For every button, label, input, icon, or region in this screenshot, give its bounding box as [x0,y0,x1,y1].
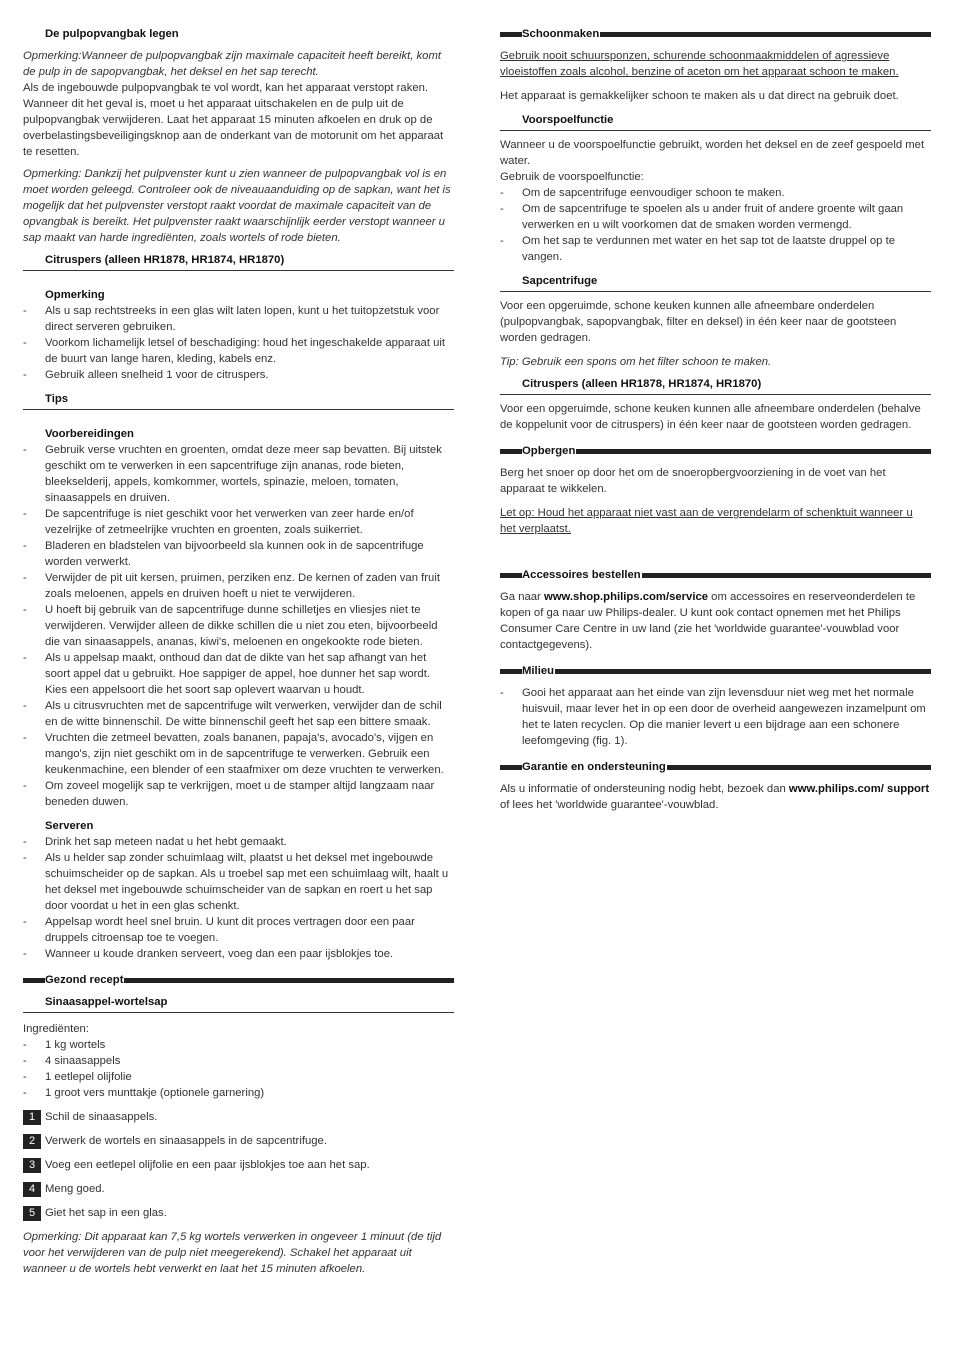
pulp-text: Als de ingebouwde pulpopvangbak te vol wordt, kan het apparaat verstopt raken. Wanneer dit het geval is, moet u het apparaat uitschakelen en de pulp uit de pulpopvangbak verwijderen. Laat het apparaat 15 minuten afkoelen en druk op de overbelastingsbeveiligingsknop aan de onderkant van de motorunit om het apparaat te resetten. [23,82,444,158]
opbergen-heading-bar [500,443,931,459]
sapcentrifuge-text: Voor een opgeruimde, schone keuken kunnen alle afneembare onderdelen (pulpopvangbak, sapopvangbak, filter en deksel) in één keer naar de gootsteen worden gedragen. [500,300,897,344]
accessoires-heading-bar [500,567,931,583]
ingredienten-list [23,1037,454,1101]
step-text: Schil de sinaasappels. [45,1111,158,1123]
heading-rule [124,978,454,983]
milieu-heading: Milieu [522,665,555,677]
list-item: - 1 eetlepel olijfolie [23,1069,454,1085]
list-item: - 4 sinaasappels [23,1053,454,1069]
step-number: 5 [23,1206,41,1221]
heading-rule [576,449,931,454]
heading-rule [642,573,931,578]
citrus-heading: Citruspers (alleen HR1878, HR1874, HR1870) [23,252,454,271]
recept-subheading: Sinaasappel-wortelsap [23,994,454,1013]
right-column [500,26,931,813]
garantie-pre: Als u informatie of ondersteuning nodig hebt, bezoek dan [500,783,789,795]
voorspoel-text-2: Gebruik de voorspoelfunctie: [500,171,644,183]
serveren-heading: Serveren [45,820,94,832]
list-item: - Bladeren en bladstelen van bijvoorbeeld sla kunnen ook in de sapcentrifuge worden verwerkt. [23,538,454,570]
garantie-heading-bar [500,759,931,775]
pulp-heading: De pulpopvangbak legen [45,28,179,40]
heading-rule [667,765,931,770]
list-item: - U hoeft bij gebruik van de sapcentrifuge dunne schilletjes en vliesjes niet te verwijderen. Verwijder alleen de dikke schillen die u niet zou eten, bijvoorbeeld die van sinaasappels, ananas, kiwi's, meloenen en ongekookte rode bieten. [23,602,454,650]
list-item: - Vruchten die zetmeel bevatten, zoals bananen, papaja's, avocado's, vijgen en mango's, zijn niet geschikt om in de sapcentrifuge te verwerken. Gebruik een keukenmachine, een blender of een staafmixer om deze vruchten te verwerken. [23,730,454,778]
voorspoel-text-1: Wanneer u de voorspoelfunctie gebruikt, worden het deksel en de zeef gespoeld met water. [500,139,925,167]
voorspoel-list [500,185,931,265]
list-item: - Om de sapcentrifuge te spoelen als u ander fruit of andere groente wilt gaan verwerken en u wilt voorkomen dat de smaken worden vermengd. [500,201,931,233]
list-item: - Verwijder de pit uit kersen, pruimen, perziken enz. De kernen of zaden van fruit zoals meloenen, appels en druiven hoeft u niet te verwijderen. [23,570,454,602]
opbergen-text: Berg het snoer op door het om de snoeropbergvoorziening in de voet van het apparaat te wikkelen. [500,467,886,495]
recept-note: Opmerking: Dit apparaat kan 7,5 kg wortels verwerken in ongeveer 1 minuut (de tijd voor het verwijderen van de pulp niet meegerekend). Schakel het apparaat uit wanneer u de wortels hebt verwerkt en laat het 15 minuten afkoelen. [23,1231,442,1275]
serveren-list [23,834,454,962]
accessoires-text [500,589,931,653]
opbergen-heading: Opbergen [522,445,576,457]
sapcentrifuge-heading: Sapcentrifuge [500,273,931,292]
list-item: - Om de sapcentrifuge eenvoudiger schoon te maken. [500,185,931,201]
list-item: - 1 groot vers munttakje (optionele garnering) [23,1085,454,1101]
opmerking-heading: Opmerking [45,289,105,301]
list-item: - Gebruik verse vruchten en groenten, omdat deze meer sap bevatten. Bij uitstek geschikt om te verwerken in een sapcentrifuge zijn ananas, rode bieten, bleekselderij, appels, komkommer, wortels, spinazie, meloen, tomaten, sinaasappels en druiven. [23,442,454,506]
recipe-step [23,1181,454,1197]
list-item: - Appelsap wordt heel snel bruin. U kunt dit proces vertragen door een paar druppels citroensap toe te voegen. [23,914,454,946]
tips-heading: Tips [23,391,454,410]
recipe-step [23,1109,454,1125]
step-text: Meng goed. [45,1183,105,1195]
left-column [23,26,454,1277]
recipe-step [23,1157,454,1173]
garantie-text [500,781,931,813]
step-number: 2 [23,1134,41,1149]
sapcentrifuge-tip: Tip: Gebruik een spons om het filter schoon te maken. [500,356,772,368]
garantie-heading: Garantie en ondersteuning [522,761,666,773]
recept-heading-bar [23,972,454,988]
accessoires-heading: Accessoires bestellen [522,569,641,581]
schoonmaken-heading: Schoonmaken [522,28,600,40]
step-text: Voeg een eetlepel olijfolie en een paar ijsblokjes toe aan het sap. [45,1159,370,1171]
list-item: - Als u appelsap maakt, onthoud dan dat de dikte van het sap afhangt van het soort appel dat u gebruikt. Hoe sappiger de appel, hoe dunner het sap wordt. Kies een appelsoort die het soort sap oplevert waarvan u houdt. [23,650,454,698]
list-item: - De sapcentrifuge is niet geschikt voor het verwerken van zeer harde en/of vezelrijke of zetmeelrijke vruchten en groenten, zoals suikerriet. [23,506,454,538]
milieu-list [500,685,931,749]
milieu-heading-bar [500,663,931,679]
shop-link[interactable]: www.shop.philips.com/service [543,591,709,603]
heading-rule [500,765,522,770]
schoonmaken-warning: Gebruik nooit schuursponzen, schurende schoonmaakmiddelen of agressieve vloeistoffen zoals alcohol, benzine of aceton om het apparaat schoon te maken. [500,50,899,78]
voorbereiding-list [23,442,454,810]
list-item: - Gooi het apparaat aan het einde van zijn levensduur niet weg met het normale huisvuil, maar lever het in op een door de overheid aangewezen inzamelpunt om het te laten recyclen. Op die manier levert u een bijdrage aan een schonere leefomgeving (fig. 1). [500,685,931,749]
opbergen-warning: Let op: Houd het apparaat niet vast aan de vergrendelarm of schenktuit wanneer u het verplaatst. [500,507,913,535]
heading-rule [500,573,522,578]
citrus-text: Voor een opgeruimde, schone keuken kunnen alle afneembare onderdelen (behalve de koppelunit voor de citruspers) in één keer naar de gootsteen worden gedragen. [500,403,921,431]
citrus-heading-right: Citruspers (alleen HR1878, HR1874, HR1870) [500,376,931,395]
list-item: - Als u citrusvruchten met de sapcentrifuge wilt verwerken, verwijder dan de schil en de witte binnenschil. De witte binnenschil geeft het sap een bittere smaak. [23,698,454,730]
step-text: Giet het sap in een glas. [45,1207,167,1219]
heading-rule [500,669,522,674]
heading-rule [555,669,931,674]
heading-rule [500,32,522,37]
ingredienten-label: Ingrediënten: [23,1023,89,1035]
heading-rule [600,32,931,37]
schoonmaken-text: Het apparaat is gemakkelijker schoon te maken als u dat direct na gebruik doet. [500,90,899,102]
pulp-note-2: Opmerking: Dankzij het pulpvenster kunt u zien wanneer de pulpopvangbak vol is en moet worden geleegd. Controleer ook de niveauaanduiding op de sapkan, want het is mogelijk dat het pulpvenster verstopt raakt voordat de maximale capaciteit van de opvangbak is bereikt. Het pulpvenster raakt waarschijnlijk eerder verstopt wanneer u sap maakt van harde ingrediënten, zoals wortels of rode bieten. [23,168,451,244]
list-item: - Gebruik alleen snelheid 1 voor de citruspers. [23,367,454,383]
voorbereiding-heading: Voorbereidingen [45,428,134,440]
list-item: - 1 kg wortels [23,1037,454,1053]
schoonmaken-heading-bar [500,26,931,42]
step-number: 1 [23,1110,41,1125]
support-link[interactable]: www.philips.com/ support [788,783,930,795]
heading-rule [500,449,522,454]
heading-rule [23,978,45,983]
list-item: - Als u sap rechtstreeks in een glas wilt laten lopen, kunt u het tuitopzetstuk voor direct serveren gebruiken. [23,303,454,335]
pulp-note-1: Opmerking:Wanneer de pulpopvangbak zijn maximale capaciteit heeft bereikt, komt de pulp in de sapopvangbak, het deksel en het sap terecht. [23,50,441,78]
list-item: - Om zoveel mogelijk sap te verkrijgen, moet u de stamper altijd langzaam naar beneden duwen. [23,778,454,810]
list-item: - Om het sap te verdunnen met water en het sap tot de laatste druppel op te vangen. [500,233,931,265]
voorspoel-heading: Voorspoelfunctie [500,112,931,131]
step-text: Verwerk de wortels en sinaasappels in de sapcentrifuge. [45,1135,327,1147]
opmerking-list [23,303,454,383]
accessoires-post: om accessoires en reserveonderdelen te kopen of ga naar uw Philips-dealer. U kunt ook contact opnemen met het Philips Consumer Care Centre in uw land (zie het 'worldwide guarantee'-vouwblad voor contactgegevens). [500,591,916,651]
list-item: - Wanneer u koude dranken serveert, voeg dan een paar ijsblokjes toe. [23,946,454,962]
recipe-step [23,1133,454,1149]
recipe-step [23,1205,454,1221]
recept-heading: Gezond recept [45,974,124,986]
garantie-post: of lees het 'worldwide guarantee'-vouwblad. [500,799,719,811]
step-number: 4 [23,1182,41,1197]
accessoires-pre: Ga naar [500,591,544,603]
list-item: - Voorkom lichamelijk letsel of beschadiging: houd het ingeschakelde apparaat uit de buurt van lange haren, kleding, kabels enz. [23,335,454,367]
list-item: - Als u helder sap zonder schuimlaag wilt, plaatst u het deksel met ingebouwde schuimscheider op de sapkan. Als u troebel sap met een schuimlaag wilt, haalt u het deksel met ingebouwde schuimscheider van de sapkan en roert u het sap door voordat u het in een glas schenkt. [23,850,454,914]
step-number: 3 [23,1158,41,1173]
list-item: - Drink het sap meteen nadat u het hebt gemaakt. [23,834,454,850]
